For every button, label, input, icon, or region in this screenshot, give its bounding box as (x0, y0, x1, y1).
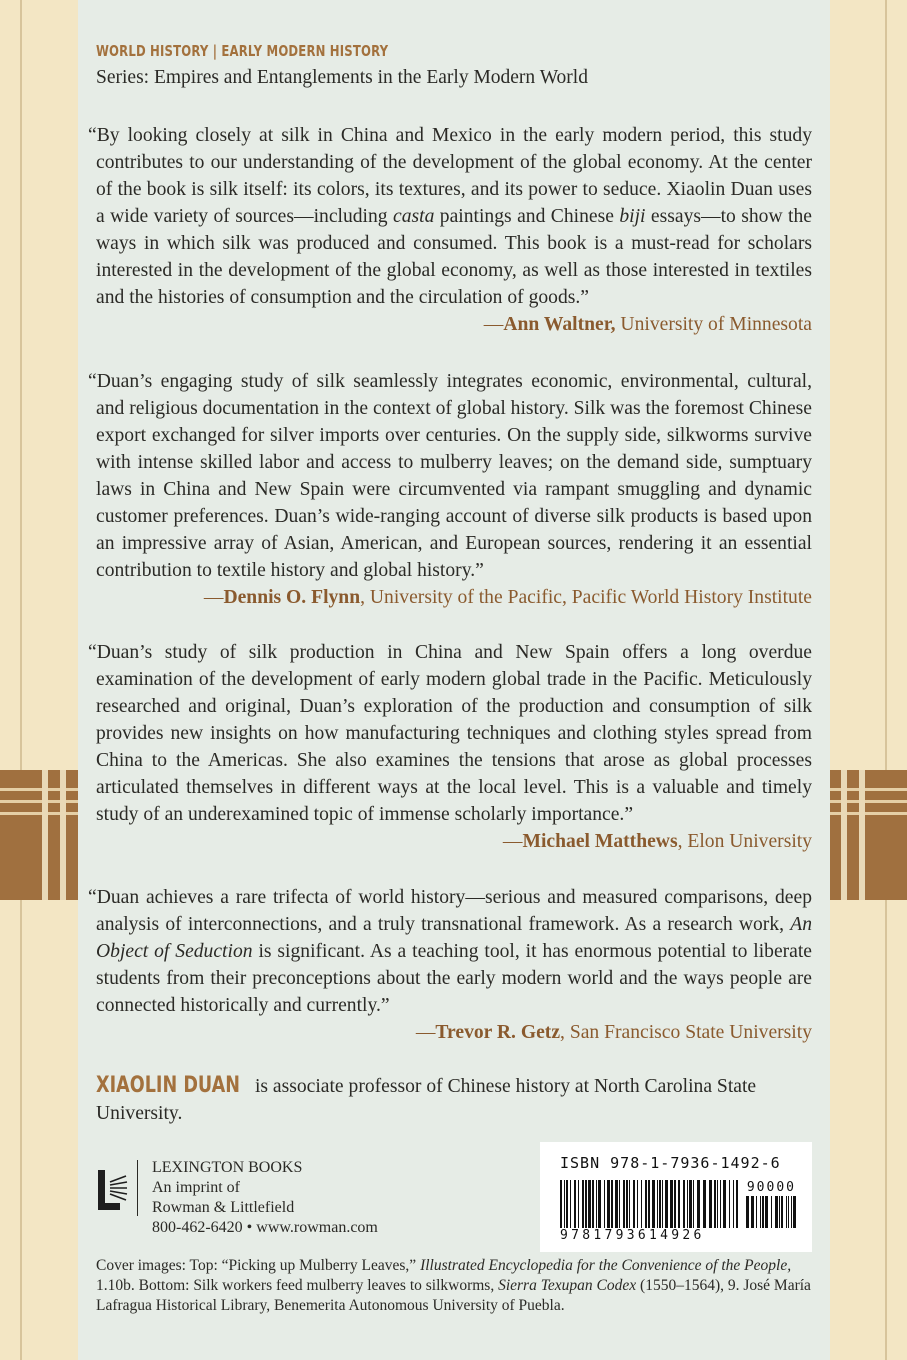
barcode-bars (560, 1180, 742, 1228)
barcode-bar (592, 1180, 594, 1228)
barcode-bar (786, 1196, 787, 1228)
publisher-imprint: An imprint of (152, 1179, 240, 1196)
barcode-bar (733, 1180, 734, 1228)
series-title: Series: Empires and Entanglements in the Early Modern World (96, 67, 588, 88)
barcode-bar (765, 1196, 768, 1228)
barcode-bar (607, 1180, 610, 1228)
cover-credits: Cover images: Top: “Picking up Mulberry Leaves,” Illustrated Encyclopedia for the Convenience of the People, 1.10b. Bottom: Silk workers feed mulberry leaves to silkworms, Sierra Texupan Codex (1550–1564), 9. José María Lafragua Historical Library, Benemerita Autonomous University of Puebla. (96, 1257, 811, 1314)
barcode-bar (687, 1180, 688, 1228)
barcode-bar (574, 1180, 576, 1228)
barcode-bar (657, 1180, 658, 1228)
barcode-bar (693, 1180, 694, 1228)
barcode-bar (703, 1180, 706, 1228)
barcode-bar (623, 1180, 625, 1228)
barcode-digits: 9781793614926 (560, 1228, 705, 1243)
barcode-bar (645, 1180, 647, 1228)
barcode-bar (756, 1196, 757, 1228)
endorsement-quote (88, 639, 812, 855)
barcode-bar (615, 1180, 618, 1228)
band-vertical-bar (859, 770, 865, 900)
barcode-bar (788, 1196, 789, 1228)
publisher-name: LEXINGTON BOOKS (152, 1159, 303, 1176)
barcode-bar (662, 1180, 663, 1228)
barcode-bar (781, 1196, 783, 1228)
right-border-line (885, 0, 887, 1360)
barcode-bar (689, 1180, 692, 1228)
quote-text: “By looking closely at silk in China and Mexico in the early modern period, this study contributes to our understanding of the development of the global economy. At the center of the book is silk itself: its colors, its textures, and its power to seduce. Xiaolin Duan uses a wide variety of sources—including casta paintings and Chinese biji essays—to show the ways in which silk was produced and consumed. This book is a must-read for scholars interested in the development of the global economy, as well as those interested in textiles and the histories of consumption and the circulation of goods.” —Ann Waltner, University of Minnesota (96, 122, 812, 311)
endorsement-quote (88, 122, 812, 338)
barcode-bar (670, 1180, 673, 1228)
band-vertical-bar (841, 770, 847, 900)
barcode-bar (637, 1180, 638, 1228)
category-label: WORLD HISTORY | EARLY MODERN HISTORY (96, 42, 389, 60)
price-code: 90000 (746, 1180, 796, 1195)
endorsement-quote (88, 368, 812, 611)
quote-text: “Duan’s study of silk production in China and New Spain offers a long overdue examination of the development of early modern global trade in the Pacific. Meticulously researched and original, Duan’s exploration of the production and consumption of silk provides new insights on how manufacturing techniques and clothing styles spread from China to the Americas. She also examines the tensions that arose as global processes articulated themselves in different ways at the local level. This is a valuable and timely study of an underexamined topic of immense scholarly importance.” —Michael Matthews, Elon University (96, 639, 812, 828)
barcode-bar (717, 1180, 718, 1228)
barcode-bar (791, 1196, 792, 1228)
barcode-bar (771, 1196, 772, 1228)
barcode-bar (779, 1196, 780, 1228)
barcode-bar (714, 1180, 716, 1228)
barcode-bar (619, 1180, 620, 1228)
barcode-bar (570, 1180, 571, 1228)
barcode-bar (564, 1180, 565, 1228)
barcode-bar (746, 1196, 749, 1228)
barcode-addon-bars (746, 1196, 796, 1228)
barcode-bar (641, 1180, 642, 1228)
author-bio (96, 1072, 812, 1127)
band-vertical-bar (42, 770, 48, 900)
publisher-contact: 800-462-6420 • www.rowman.com (152, 1219, 378, 1236)
barcode-bar (793, 1196, 796, 1228)
endorsement-quote (88, 884, 813, 1046)
barcode-bar (629, 1180, 630, 1228)
barcode-bar (762, 1196, 764, 1228)
barcode-bar (720, 1180, 721, 1228)
barcode-bar (697, 1180, 700, 1228)
band-vertical-bar (60, 770, 66, 900)
barcode-bar (648, 1180, 650, 1228)
barcode-bar (626, 1180, 628, 1228)
barcode-bar (659, 1180, 661, 1228)
isbn-barcode (540, 1142, 812, 1252)
lexington-logo-icon (96, 1160, 130, 1220)
barcode-bar (709, 1180, 712, 1228)
barcode-bar (633, 1180, 635, 1228)
barcode-bar (566, 1180, 568, 1228)
barcode-bar (683, 1180, 685, 1228)
barcode-bar (751, 1196, 754, 1228)
barcode-bar (585, 1180, 587, 1228)
left-border-line (20, 0, 22, 1360)
quote-text: “Duan’s engaging study of silk seamlessly integrates economic, environmental, cultural, and religious documentation in the context of global history. Silk was the foremost Chinese export exchanged for silver imports over centuries. On the supply side, silkworms survive with intense skilled labor and access to mulberry leaves; on the demand side, sumptuary laws in China and New Spain were circumvented via rampant smuggling and dynamic customer preferences. Duan’s wide-ranging account of diverse silk products is based upon an impressive array of Asian, American, and European sources, rendering it an essential contribution to textile history and global history.” (88, 371, 812, 581)
barcode-bar (760, 1196, 761, 1228)
barcode-bar (578, 1180, 579, 1228)
barcode-bar (604, 1180, 605, 1228)
quote-attribution: —Dennis O. Flynn, University of the Pacific, Pacific World History Institute (203, 587, 812, 608)
publisher-info (152, 1158, 378, 1238)
quote-attribution: —Michael Matthews, Elon University (502, 831, 812, 852)
barcode-bar (611, 1180, 613, 1228)
quote-attribution: —Ann Waltner, University of Minnesota (483, 314, 812, 335)
barcode-bar (582, 1180, 584, 1228)
barcode-bar (588, 1180, 591, 1228)
barcode-bar (665, 1180, 668, 1228)
barcode-bar (775, 1196, 778, 1228)
bio-text: is associate professor of Chinese history at North Carolina State University. (96, 1076, 757, 1124)
barcode-bar (678, 1180, 680, 1228)
author-name: XIAOLIN DUAN (96, 1073, 241, 1098)
publisher-parent: Rowman & Littlefield (152, 1199, 295, 1216)
barcode-bar (674, 1180, 676, 1228)
barcode-bar (560, 1180, 562, 1228)
quote-attribution: —Trevor R. Getz, San Francisco State University (415, 1022, 812, 1043)
barcode-bar (723, 1180, 726, 1228)
publisher-divider (137, 1160, 138, 1216)
barcode-bar (736, 1180, 738, 1228)
barcode-bar (729, 1180, 730, 1228)
isbn-number: ISBN 978-1-7936-1492-6 (560, 1154, 781, 1172)
barcode-bar (598, 1180, 601, 1228)
barcode-bar (596, 1180, 597, 1228)
quote-text: “Duan achieves a rare trifecta of world history—serious and measured comparisons, deep analysis of interconnections, and a truly transnational framework. As a research work, An Object of Seduction is significant. As a teaching tool, it has enormous potential to liberate students from their preconceptions about the early modern world and the ways people are connected historically and currently.” (88, 887, 813, 1016)
barcode-bar (652, 1180, 655, 1228)
